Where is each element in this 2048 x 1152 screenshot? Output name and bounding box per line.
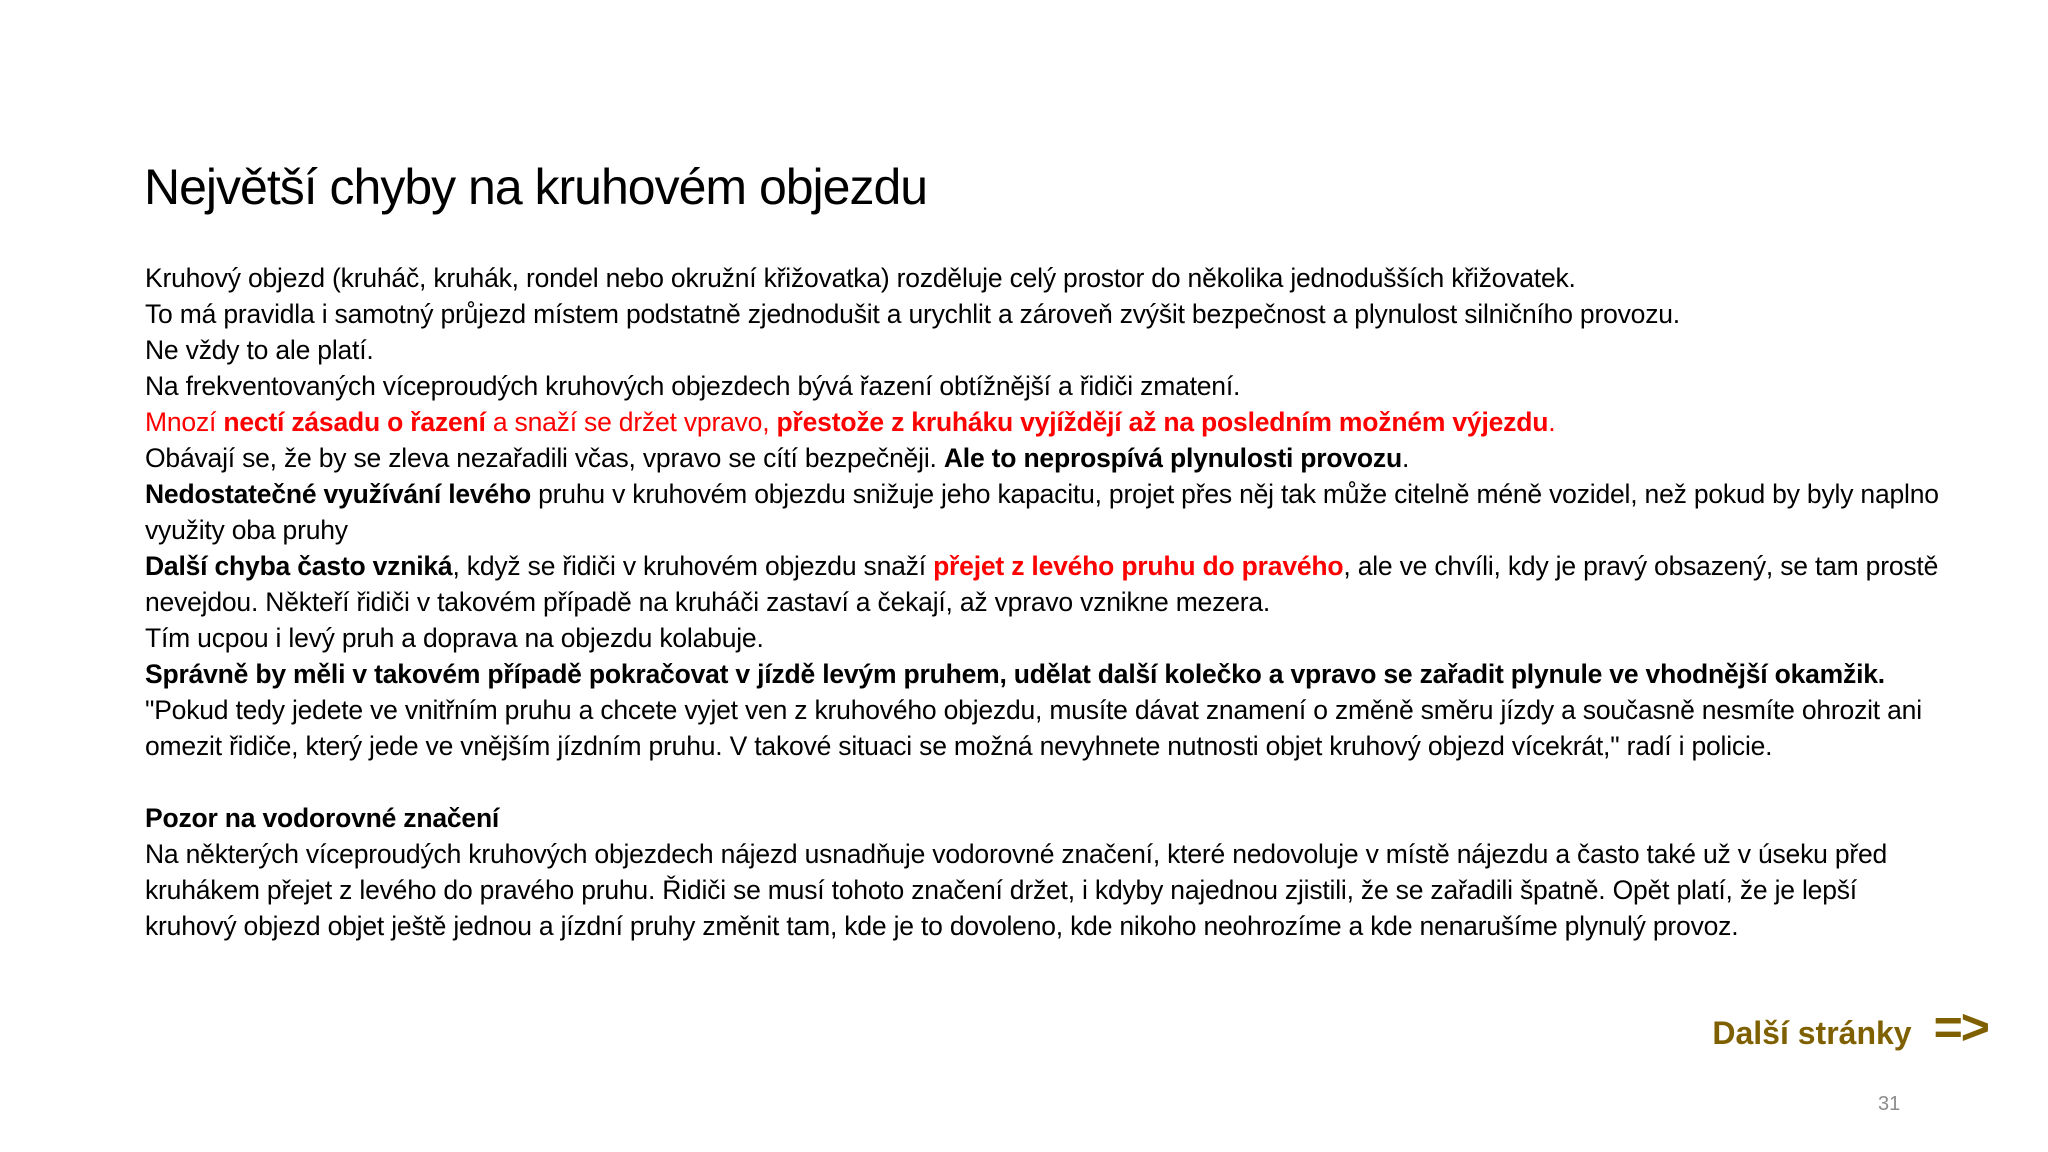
bold-run: Pozor na vodorovné značení: [145, 803, 500, 833]
text-run: Obávají se, že by se zleva nezařadili včas, vpravo se cítí bezpečněji.: [145, 443, 944, 473]
slide-title: Největší chyby na kruhovém objezdu: [144, 159, 928, 215]
paragraph-lane-rule: [145, 404, 1945, 440]
page-number: 31: [1878, 1093, 1901, 1115]
bold-run: Nedostatečné využívání levého: [145, 479, 531, 509]
bold-run: Ale to neprospívá plynulosti provozu: [943, 443, 1402, 473]
bold-run: Správně by měli v takovém případě pokračovat v jízdě levým pruhem, udělat další kolečko a vpravo se zařadit plynule ve vhodnější okamžik.: [145, 659, 1885, 689]
paragraph-road-markings: Na některých víceproudých kruhových objezdech nájezd usnadňuje vodorovné značení, které nedovoluje v místě nájezdu a často také už v úseku před kruhákem přejet z levého do pravého pruhu. Řidiči se musí tohoto značení držet, i kdyby najednou zjistili, že se zařadili špatně. Opět platí, že je lepší kruhový objezd objet ještě jednou a jízdní pruhy změnit tam, kde je to dovoleno, kde nikoho neohrozíme a kde nenarušíme plynulý provoz.: [145, 839, 1888, 941]
paragraph-purpose: To má pravidla i samotný průjezd místem podstatně zjednodušit a urychlit a zároveň zvýšit bezpečnost a plynulost silničního provozu.: [145, 299, 1680, 329]
text-run: pruhu v kruhovém objezdu snižuje jeho kapacitu, projet přes něj tak může citelně méně vozidel, než pokud by byly naplno využity oba pruhy: [145, 479, 1939, 545]
text-run: .: [1401, 443, 1410, 473]
subheading-road-markings: [145, 800, 1945, 836]
paragraph-intro: Kruhový objezd (kruháč, kruhák, rondel nebo okružní křižovatka) rozděluje celý prostor do několika jednodušších křižovatek.: [145, 263, 1576, 293]
bold-run: přestože z kruháku vyjíždějí až na posledním možném výjezdu: [776, 407, 1549, 437]
paragraph-multilane: Na frekventovaných víceproudých kruhových objezdech bývá řazení obtížnější a řidiči zmatení.: [145, 371, 1241, 401]
next-pages-link[interactable]: [1712, 998, 1988, 1056]
paragraph-lane-change-error: [145, 548, 1945, 620]
text-run: , když se řidiči v kruhovém objezdu snaží: [452, 551, 934, 581]
red-bold-run: přejet z levého pruhu do pravého: [933, 551, 1344, 581]
paragraph-left-lane-usage: [145, 476, 1945, 548]
paragraph-collapse: Tím ucpou i levý pruh a doprava na objezdu kolabuje.: [145, 623, 764, 653]
slide-body: [145, 260, 1945, 944]
next-pages-label: Další stránky: [1712, 1015, 1912, 1051]
paragraph-correct-behavior: [145, 656, 1945, 692]
paragraph-police-quote: "Pokud tedy jedete ve vnitřním pruhu a chcete vyjet ven z kruhového objezdu, musíte dávat znamení o změně směru jízdy a současně nesmíte ohrozit ani omezit řidiče, který jede ve vnějším jízdním pruhu. V takové situaci se možná nevyhnete nutnosti objet kruhový objezd vícekrát," radí i policie.: [145, 695, 1922, 761]
next-arrow-icon: =>: [1933, 999, 1988, 1055]
bold-run: nectí zásadu o řazení: [223, 407, 486, 437]
text-run: .: [1548, 407, 1556, 437]
text-run: a snaží se držet vpravo,: [485, 407, 777, 437]
bold-run: Další chyba často vzniká: [145, 551, 453, 581]
paragraph-not-always: Ne vždy to ale platí.: [145, 335, 374, 365]
paragraph-spacer: [145, 764, 1945, 800]
text-run: , ale ve chvíli, kdy je pravý obsazený, se tam prostě nevejdou. Někteří řidiči v takovém případě na kruháči zastaví a čekají, až vpravo vznikne mezera.: [145, 551, 1939, 617]
paragraph-fear: [145, 440, 1945, 476]
text-run: Mnozí: [145, 407, 224, 437]
